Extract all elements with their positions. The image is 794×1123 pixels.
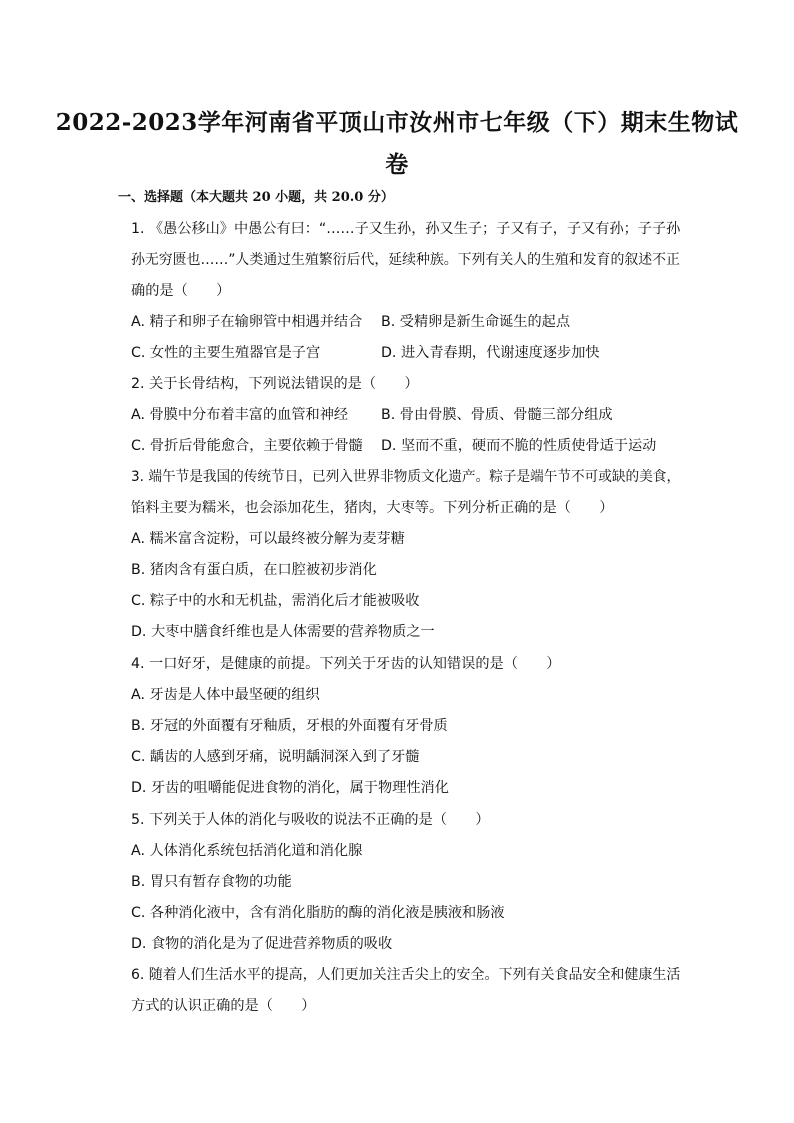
q1-option-a: A. 精子和卵子在输卵管中相遇并结合 bbox=[131, 314, 363, 330]
q3-stem-line-2: 馅料主要为糯米，也会添加花生，猪肉，大枣等。下列分析正确的是（ ） bbox=[131, 500, 614, 516]
q4-option-a: A. 牙齿是人体中最坚硬的组织 bbox=[131, 687, 320, 703]
q5-option-b: B. 胃只有暂存食物的功能 bbox=[131, 874, 292, 890]
q1-stem-line-2: 孙无穷匮也……”人类通过生殖繁衍后代，延续种族。下列有关人的生殖和发育的叙述不正 bbox=[131, 252, 680, 268]
q1-option-d: D. 进入青春期，代谢速度逐步加快 bbox=[381, 345, 600, 361]
q1-option-c: C. 女性的主要生殖器官是子宫 bbox=[131, 345, 321, 361]
q1-stem-line-3: 确的是（ ） bbox=[131, 283, 231, 299]
q1-option-b: B. 受精卵是新生命诞生的起点 bbox=[381, 314, 571, 330]
q3-option-b: B. 猪肉含有蛋白质，在口腔被初步消化 bbox=[131, 562, 377, 578]
q2-option-b: B. 骨由骨膜、骨质、骨髓三部分组成 bbox=[381, 407, 613, 423]
q2-option-c: C. 骨折后骨能愈合，主要依赖于骨髓 bbox=[131, 438, 363, 454]
q5-option-d: D. 食物的消化是为了促进营养物质的吸收 bbox=[131, 936, 393, 952]
q2-option-a: A. 骨膜中分布着丰富的血管和神经 bbox=[131, 407, 349, 423]
q6-stem-line-1: 6. 随着人们生活水平的提高，人们更加关注舌尖上的安全。下列有关食品安全和健康生活 bbox=[131, 967, 681, 983]
q5-stem-line-1: 5. 下列关于人体的消化与吸收的说法不正确的是（ ） bbox=[131, 812, 490, 828]
q3-stem-line-1: 3. 端午节是我国的传统节日，已列入世界非物质文化遗产。粽子是端午节不可或缺的美食， bbox=[131, 469, 681, 485]
q2-option-d: D. 坚而不重，硬而不脆的性质使骨适于运动 bbox=[381, 438, 657, 454]
q3-option-c: C. 粽子中的水和无机盐，需消化后才能被吸收 bbox=[131, 593, 420, 609]
exam-title-line-1: 2022-2023学年河南省平顶山市汝州市七年级（下）期末生物试 bbox=[55, 109, 739, 136]
q6-stem-line-2: 方式的认识正确的是（ ） bbox=[131, 998, 316, 1014]
q3-option-a: A. 糯米富含淀粉，可以最终被分解为麦芽糖 bbox=[131, 531, 405, 547]
q4-option-b: B. 牙冠的外面覆有牙釉质，牙根的外面覆有牙骨质 bbox=[131, 718, 448, 734]
q4-option-d: D. 牙齿的咀嚼能促进食物的消化，属于物理性消化 bbox=[131, 780, 449, 796]
exam-title-line-2: 卷 bbox=[385, 151, 409, 178]
q4-option-c: C. 龋齿的人感到牙痛，说明龋洞深入到了牙髓 bbox=[131, 749, 420, 765]
q5-option-c: C. 各种消化液中，含有消化脂肪的酶的消化液是胰液和肠液 bbox=[131, 905, 505, 921]
q4-stem-line-1: 4. 一口好牙，是健康的前提。下列关于牙齿的认知错误的是（ ） bbox=[131, 656, 561, 672]
q1-stem-line-1: 1. 《愚公移山》中愚公有曰：“……子又生孙，孙又生子；子又有子，子又有孙；子子孙 bbox=[131, 221, 681, 237]
section-heading: 一、选择题（本大题共 20 小题，共 20.0 分） bbox=[118, 190, 394, 205]
q3-option-d: D. 大枣中膳食纤维也是人体需要的营养物质之一 bbox=[131, 624, 435, 640]
q2-stem-line-1: 2. 关于长骨结构，下列说法错误的是（ ） bbox=[131, 376, 419, 392]
q5-option-a: A. 人体消化系统包括消化道和消化腺 bbox=[131, 843, 363, 859]
